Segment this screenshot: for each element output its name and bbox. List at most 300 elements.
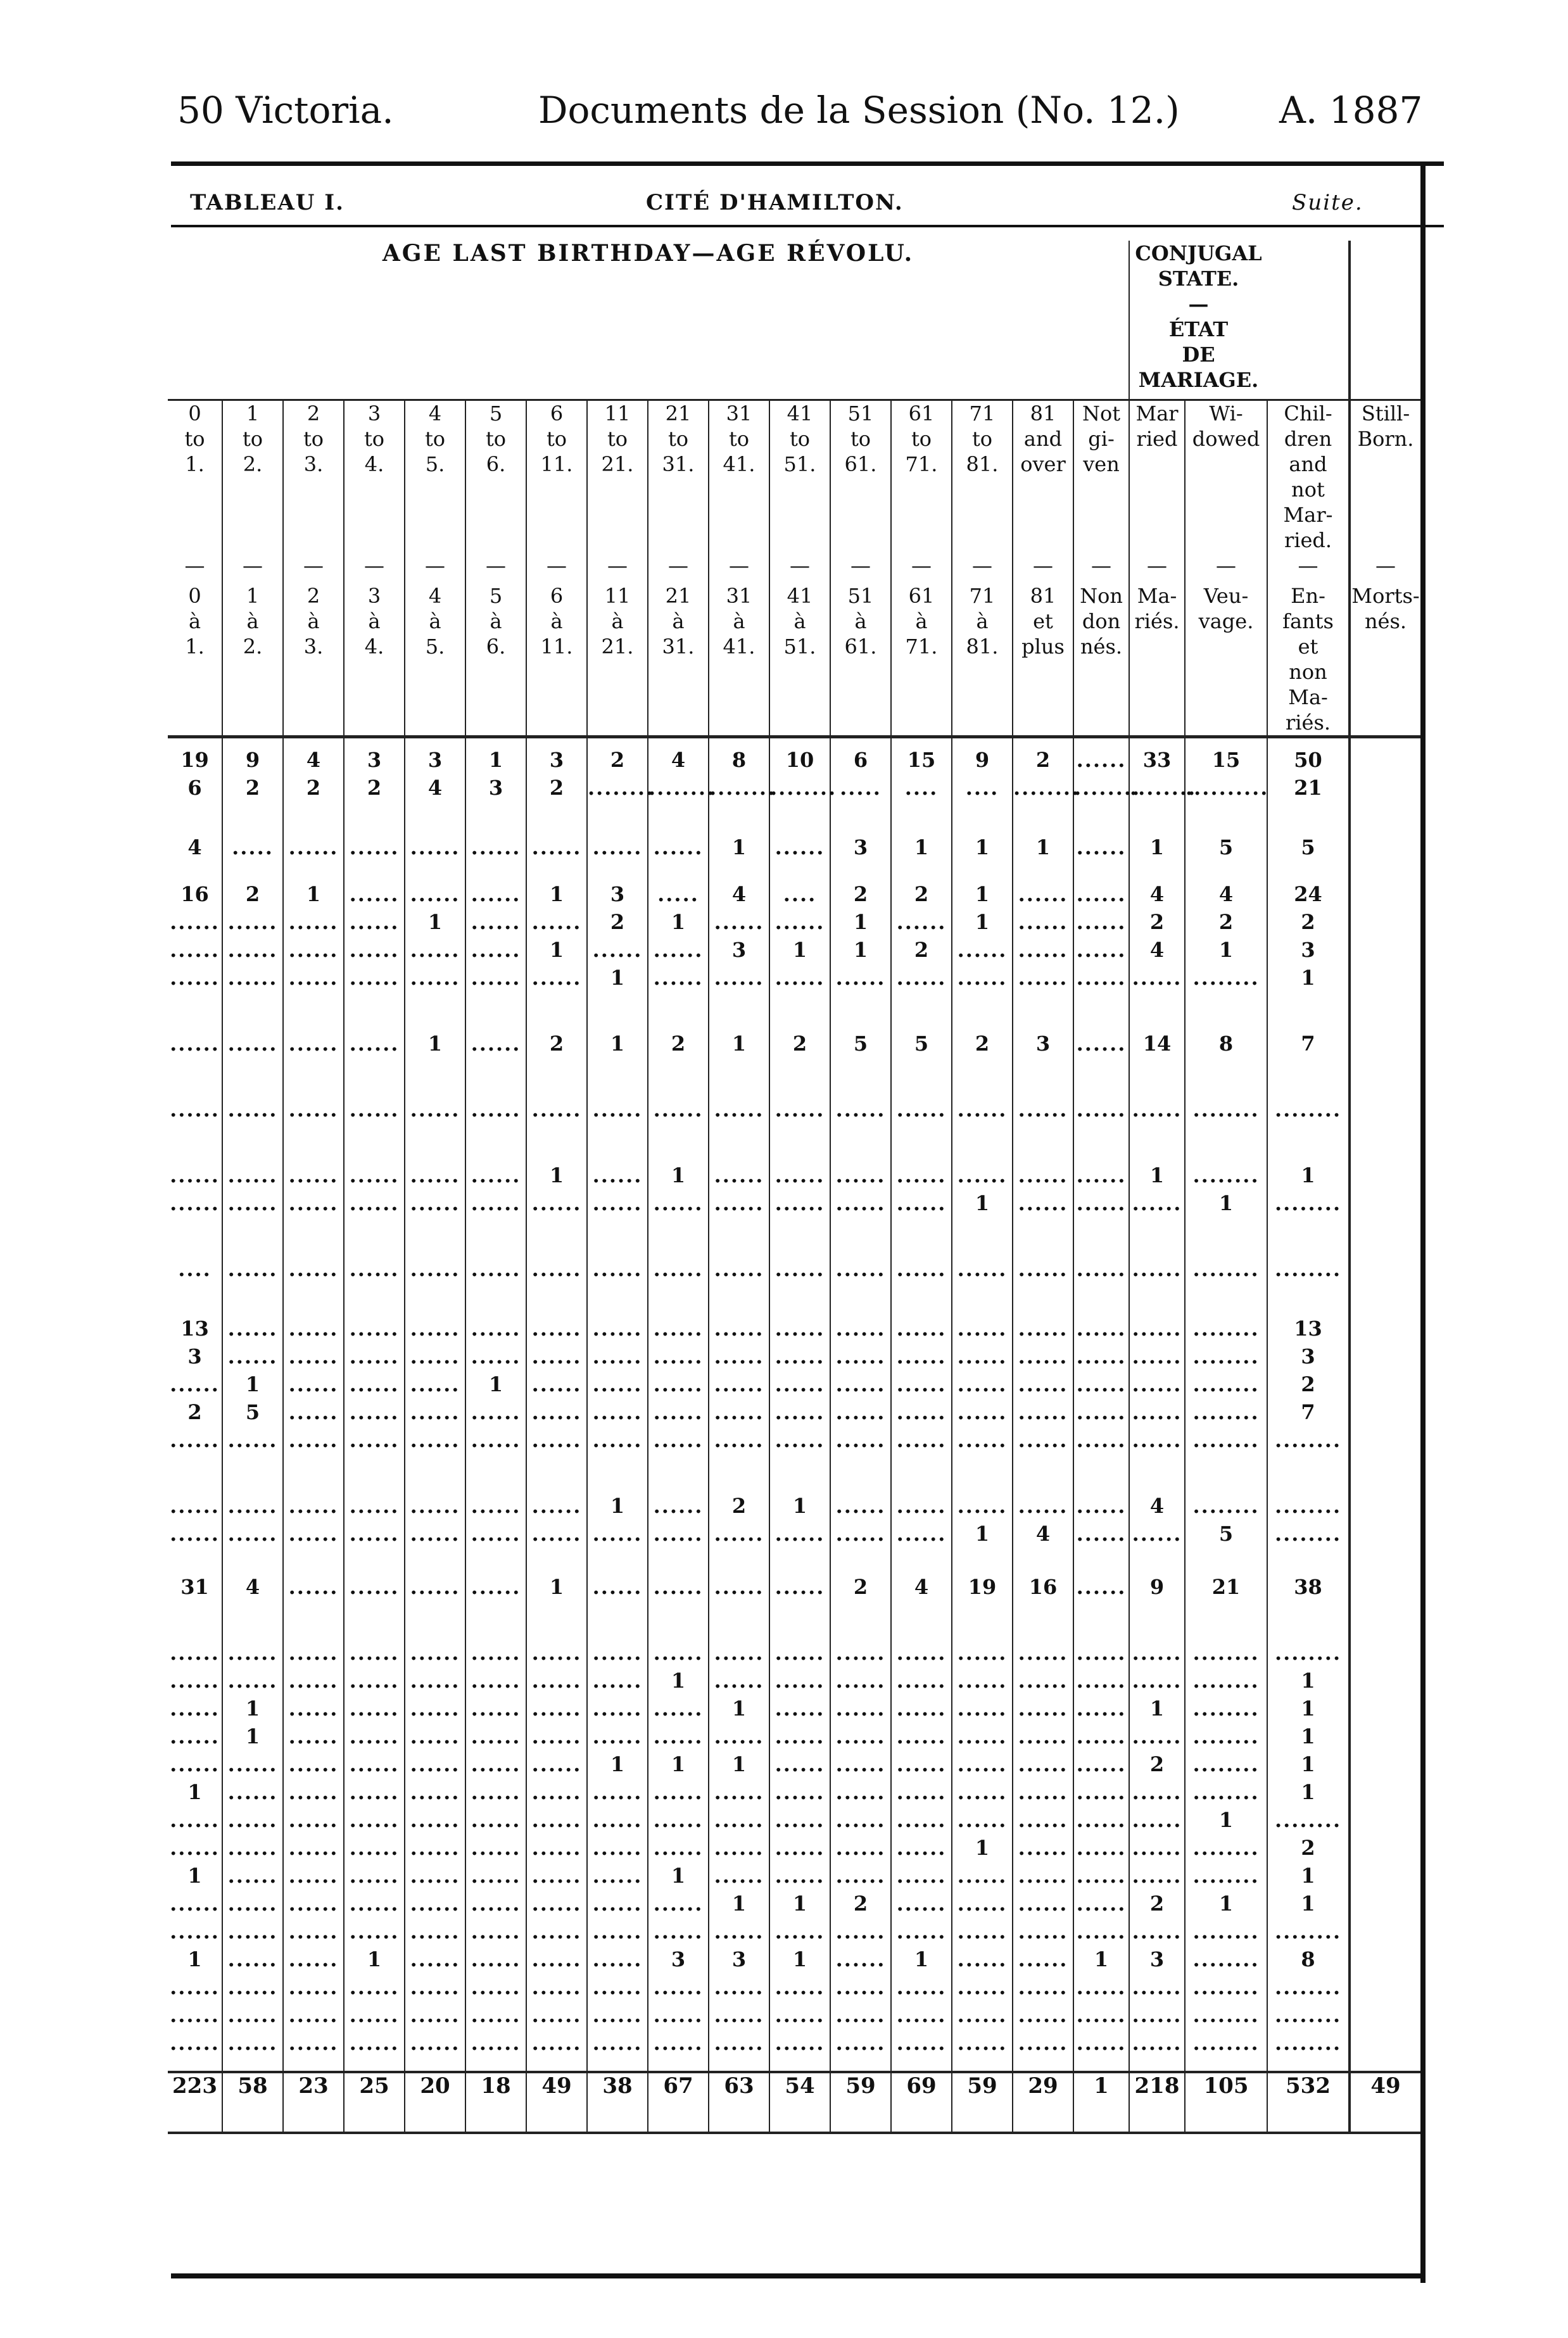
table-cell: ...... [952, 1696, 1013, 1724]
spacer-cell [1267, 1455, 1350, 1493]
table-cell: ...... [709, 1400, 769, 1427]
table-cell: ...... [405, 1574, 465, 1602]
table-cell: 50 [1267, 747, 1350, 775]
table-cell: ...... [648, 2030, 709, 2058]
spacer-cell [526, 1549, 587, 1574]
spacer-cell [283, 993, 344, 1031]
total-cell: 59 [952, 2072, 1013, 2133]
spacer-cell [1350, 1059, 1420, 1097]
title-blank-stillborn [1350, 241, 1420, 400]
table-cell: 4 [709, 881, 769, 909]
table-cell: ...... [526, 1668, 587, 1696]
running-header-left: 50 Victoria. [177, 89, 394, 132]
spacer-cell [465, 1602, 526, 1640]
table-cell: ...... [405, 1863, 465, 1891]
table-cell: ........ [1267, 2002, 1350, 2030]
table-cell: ...... [405, 1668, 465, 1696]
table-cell: 9 [222, 747, 283, 775]
table-cell: ...... [283, 1919, 344, 1947]
table-cell: ...... [1013, 1256, 1073, 1284]
table-cell: 2 [1129, 1891, 1185, 1919]
spacer-cell [465, 1218, 526, 1256]
spacer-cell [168, 993, 222, 1031]
total-cell: 18 [465, 2072, 526, 2133]
table-cell: ...... [170, 910, 220, 934]
table-cell: ...... [526, 1807, 587, 1835]
table-cell: ...... [1073, 1724, 1129, 1752]
spacer-cell [648, 863, 709, 881]
table-cell: 1 [222, 1696, 283, 1724]
spacer-cell [1185, 2058, 1267, 2072]
table-cell: 3 [709, 1947, 769, 1975]
spacer-cell [526, 993, 587, 1031]
spacer-cell [1267, 1218, 1350, 1256]
table-cell: ...... [465, 1835, 526, 1863]
table-cell: 2 [222, 881, 283, 909]
table-cell [1350, 1316, 1420, 1344]
table-cell: 5 [1267, 835, 1350, 863]
table-cell: 1 [952, 835, 1013, 863]
table-cell: ...... [222, 1863, 283, 1891]
spacer-cell [587, 1284, 648, 1316]
table-cell: ...... [709, 1316, 769, 1344]
column-header-en: 81 and over [1013, 400, 1073, 553]
table-cell: 1 [1267, 1863, 1350, 1891]
column-header-fr: 31 à 41. [709, 583, 769, 737]
table-cell [1350, 775, 1420, 803]
spacer-cell [526, 737, 587, 748]
spacer-cell [465, 863, 526, 881]
table-cell: ...... [465, 1316, 526, 1344]
table-cell: ...... [1129, 1863, 1185, 1891]
spacer-cell [1129, 993, 1185, 1031]
table-cell: ...... [1073, 937, 1129, 965]
table-cell: 2 [283, 775, 344, 803]
table-cell: ...... [952, 1891, 1013, 1919]
table-cell: ...... [283, 1191, 344, 1218]
table-cell: ...... [891, 1191, 952, 1218]
table-cell: ...... [952, 1163, 1013, 1191]
table-row [168, 1372, 1420, 1400]
table-cell: 33 [1129, 747, 1185, 775]
table-row [168, 881, 1420, 909]
table-cell: ...... [283, 2002, 344, 2030]
table-cell: ...... [830, 1696, 891, 1724]
table-cell [1350, 1574, 1420, 1602]
total-cell: 54 [769, 2072, 830, 2133]
spacer-cell [1185, 1125, 1267, 1163]
table-cell [1350, 1752, 1420, 1779]
top-rule [171, 161, 1444, 166]
table-cell: 8 [1185, 1031, 1267, 1059]
spacer-cell [891, 1218, 952, 1256]
table-cell: ........ [1185, 1163, 1267, 1191]
table-cell: ...... [709, 1372, 769, 1400]
table-cell: ...... [526, 2030, 587, 2058]
table-cell: ...... [465, 1163, 526, 1191]
spacer-cell [168, 2058, 222, 2072]
table-cell: ...... [587, 1807, 648, 1835]
table-cell: ...... [526, 1521, 587, 1549]
table-cell: ...... [709, 909, 769, 937]
column-header-row-en [168, 400, 1420, 553]
table-cell: ........ [1267, 1427, 1350, 1455]
table-cell: ...... [769, 1863, 830, 1891]
spacer-cell [891, 993, 952, 1031]
spacer-cell [1013, 1455, 1073, 1493]
table-cell: ...... [891, 1493, 952, 1521]
table-cell: ...... [891, 1835, 952, 1863]
table-cell: ...... [952, 1863, 1013, 1891]
table-cell: 1 [769, 1493, 830, 1521]
spacer-cell [405, 737, 465, 748]
table-cell: ...... [405, 1521, 465, 1549]
spacer-cell [1185, 803, 1267, 835]
table-cell: ...... [1073, 1097, 1129, 1125]
spacer-cell [769, 803, 830, 835]
table-cell: ...... [952, 2030, 1013, 2058]
table-cell: 2 [526, 1031, 587, 1059]
table-cell: ...... [830, 1191, 891, 1218]
spacer-cell [283, 1549, 344, 1574]
table-cell: ...... [1073, 1191, 1129, 1218]
table-cell: ...... [344, 1975, 405, 2002]
table-cell: ...... [648, 1891, 709, 1919]
table-cell: ...... [952, 1919, 1013, 1947]
spacer-cell [405, 993, 465, 1031]
table-cell: ...... [222, 1191, 283, 1218]
table-cell: ...... [222, 1344, 283, 1372]
table-cell: ...... [283, 1163, 344, 1191]
spacer-cell [709, 1059, 769, 1097]
spacer-cell [709, 993, 769, 1031]
table-cell: ...... [344, 1191, 405, 1218]
spacer-cell [222, 1549, 283, 1574]
table-cell: 1 [1267, 965, 1350, 993]
table-cell: ...... [344, 1256, 405, 1284]
table-cell: ...... [830, 1668, 891, 1696]
table-cell: 4 [1129, 1493, 1185, 1521]
table-cell: ...... [769, 1521, 830, 1549]
table-cell: ...... [952, 1752, 1013, 1779]
table-cell: ...... [222, 965, 283, 993]
spacer-cell [1073, 1059, 1129, 1097]
spacer-cell [709, 2058, 769, 2072]
dash-separator: — [648, 553, 709, 583]
table-cell: 1 [1185, 1807, 1267, 1835]
table-cell: ...... [709, 1724, 769, 1752]
spacer-cell [344, 1284, 405, 1316]
table-cell: 2 [1267, 1372, 1350, 1400]
spacer-cell [526, 863, 587, 881]
table-cell [1350, 965, 1420, 993]
table-cell: 1 [587, 1752, 648, 1779]
table-cell [1350, 937, 1420, 965]
table-cell: ...... [283, 1400, 344, 1427]
table-cell: ...... [648, 1779, 709, 1807]
table-cell: ...... [648, 1640, 709, 1668]
spacer-cell [1350, 1125, 1420, 1163]
table-cell: 4 [648, 747, 709, 775]
table-cell: ........ [1185, 965, 1267, 993]
spacer-cell [952, 737, 1013, 748]
table-cell: ...... [405, 1097, 465, 1125]
table-cell: ...... [170, 1892, 220, 1916]
table-cell: ...... [891, 1863, 952, 1891]
spacer-cell [465, 1284, 526, 1316]
table-cell: ...... [283, 1256, 344, 1284]
table-cell: ........ [1185, 1668, 1267, 1696]
column-header-en: 0 to 1. [168, 400, 222, 553]
table-cell: ...... [283, 1891, 344, 1919]
spacer-cell [891, 737, 952, 748]
table-label: TABLEAU I. [190, 190, 345, 215]
table-cell: ...... [283, 1427, 344, 1455]
table-cell: 2 [344, 775, 405, 803]
table-cell: .... [769, 881, 830, 909]
table-cell: ...... [1073, 1807, 1129, 1835]
column-header-en: 4 to 5. [405, 400, 465, 553]
table-cell: ...... [344, 1863, 405, 1891]
table-cell: ...... [344, 909, 405, 937]
table-cell: 10 [769, 747, 830, 775]
spacer-cell [587, 1125, 648, 1163]
table-cell: ...... [891, 1097, 952, 1125]
table-cell: 1 [952, 909, 1013, 937]
spacer-cell [648, 1059, 709, 1097]
table-cell: 1 [891, 1947, 952, 1975]
table-cell: ...... [648, 1807, 709, 1835]
table-cell: 2 [769, 1031, 830, 1059]
table-cell: ...... [769, 1427, 830, 1455]
table-cell: 4 [222, 1574, 283, 1602]
table-cell: ...... [1013, 1752, 1073, 1779]
spacer-cell [830, 1549, 891, 1574]
table-cell: ...... [891, 1752, 952, 1779]
table-cell: ...... [405, 1891, 465, 1919]
table-cell [1350, 1031, 1420, 1059]
table-cell: ...... [952, 1807, 1013, 1835]
spacer-cell [952, 993, 1013, 1031]
table-cell: ...... [891, 909, 952, 937]
spacer-cell [891, 1059, 952, 1097]
table-cell: ...... [1129, 1807, 1185, 1835]
spacer-cell [405, 1218, 465, 1256]
table-cell: 8 [709, 747, 769, 775]
spacer-cell [709, 1549, 769, 1574]
table-cell: ...... [1013, 1947, 1073, 1975]
table-cell: ...... [170, 1641, 220, 1665]
table-cell: ...... [283, 1493, 344, 1521]
spacer-cell [1129, 1059, 1185, 1097]
table-cell: ...... [222, 937, 283, 965]
table-cell: ...... [465, 1097, 526, 1125]
running-header-center: Documents de la Session (No. 12.) [538, 89, 1180, 132]
table-cell: ...... [283, 965, 344, 993]
table-cell: ...... [830, 1097, 891, 1125]
table-cell: ...... [344, 1574, 405, 1602]
table-cell: ........ [1073, 775, 1129, 803]
table-cell [1350, 2002, 1420, 2030]
dash-separator: — [222, 553, 283, 583]
table-cell: 1 [1267, 1779, 1350, 1807]
spacer-cell [952, 863, 1013, 881]
table-cell: ...... [344, 1427, 405, 1455]
table-cell [1350, 1427, 1420, 1455]
spacer-cell [1073, 993, 1129, 1031]
table-cell: ...... [283, 2030, 344, 2058]
table-cell: ...... [526, 1372, 587, 1400]
table-cell: 1 [283, 881, 344, 909]
table-cell: ...... [769, 1752, 830, 1779]
spacer-cell [648, 1549, 709, 1574]
table-cell: ...... [1073, 1752, 1129, 1779]
table-cell: 1 [187, 1780, 202, 1804]
table-cell: ...... [1013, 1400, 1073, 1427]
spacer-cell [952, 1218, 1013, 1256]
table-cell: ...... [344, 1521, 405, 1549]
age-title: AGE LAST BIRTHDAY—AGE RÉVOLU. [382, 240, 914, 267]
table-cell: ...... [526, 1640, 587, 1668]
spacer-cell [769, 737, 830, 748]
table-cell: ...... [1013, 1891, 1073, 1919]
table-row [168, 1427, 1420, 1455]
table-cell: ...... [222, 1919, 283, 1947]
spacer-cell [168, 1602, 222, 1640]
table-cell: 2 [1013, 747, 1073, 775]
table-cell: 3 [587, 881, 648, 909]
table-cell: ...... [830, 1163, 891, 1191]
table-cell: ...... [891, 1640, 952, 1668]
table-cell [1350, 1097, 1420, 1125]
table-cell: ...... [465, 881, 526, 909]
spacer-cell [465, 1455, 526, 1493]
table-cell: 1 [187, 1864, 202, 1888]
table-cell [1350, 1191, 1420, 1218]
spacer-cell [648, 1284, 709, 1316]
dash-separator: — [830, 553, 891, 583]
table-cell: ...... [1013, 909, 1073, 937]
dash-separator: — [769, 553, 830, 583]
spacer-cell [168, 863, 222, 881]
spacer-cell [587, 803, 648, 835]
dash-separator: — [1185, 553, 1267, 583]
table-cell: ...... [344, 2030, 405, 2058]
table-cell: ...... [769, 835, 830, 863]
table-cell: ...... [769, 965, 830, 993]
spacer-cell [465, 993, 526, 1031]
table-cell: ...... [344, 881, 405, 909]
table-cell: ...... [1073, 1493, 1129, 1521]
table-cell: 1 [526, 1574, 587, 1602]
spacer-cell [1185, 1455, 1267, 1493]
table-cell: ...... [465, 1668, 526, 1696]
table-cell: ...... [769, 1316, 830, 1344]
table-cell: ...... [830, 1372, 891, 1400]
table-row [168, 1975, 1420, 2002]
table-cell: ...... [465, 1256, 526, 1284]
table-cell: ...... [1013, 1427, 1073, 1455]
table-cell: ...... [526, 1316, 587, 1344]
table-cell: ...... [526, 909, 587, 937]
table-cell: ...... [648, 1919, 709, 1947]
spacer-cell [465, 1059, 526, 1097]
table-cell: ...... [1013, 937, 1073, 965]
column-header-fr: 21 à 31. [648, 583, 709, 737]
spacer-cell [283, 1125, 344, 1163]
table-cell: ...... [405, 1919, 465, 1947]
block-spacer-row [168, 993, 1420, 1031]
spacer-cell [222, 2058, 283, 2072]
table-cell: ...... [465, 1640, 526, 1668]
table-cell: 3 [648, 1947, 709, 1975]
spacer-cell [830, 737, 891, 748]
table-cell: ...... [405, 1752, 465, 1779]
table-cell: ...... [648, 1724, 709, 1752]
table-cell: ...... [769, 1400, 830, 1427]
table-cell: ...... [648, 1316, 709, 1344]
table-cell: 4 [283, 747, 344, 775]
spacer-cell [648, 1455, 709, 1493]
spacer-cell [344, 1602, 405, 1640]
total-cell: 49 [1350, 2072, 1420, 2133]
table-row [168, 1779, 1420, 1807]
block-spacer-row [168, 1284, 1420, 1316]
table-cell: ...... [769, 1256, 830, 1284]
table-cell [1350, 1372, 1420, 1400]
table-cell: ...... [465, 1031, 526, 1059]
spacer-cell [587, 1455, 648, 1493]
table-cell: ...... [405, 1640, 465, 1668]
table-cell [1350, 1668, 1420, 1696]
total-cell: 63 [709, 2072, 769, 2133]
table-cell: ...... [405, 881, 465, 909]
table-cell: ...... [526, 1947, 587, 1975]
table-cell: 1 [344, 1947, 405, 1975]
table-cell: 2 [187, 1400, 202, 1424]
table-cell: ........ [1185, 1975, 1267, 2002]
table-cell: ...... [405, 2030, 465, 2058]
spacer-cell [283, 737, 344, 748]
table-cell: ...... [465, 1947, 526, 1975]
spacer-cell [709, 737, 769, 748]
table-cell: ...... [526, 1891, 587, 1919]
table-row [168, 1191, 1420, 1218]
table-cell: 1 [222, 1724, 283, 1752]
column-header-fr: Morts- nés. [1350, 583, 1420, 737]
table-cell: ...... [344, 835, 405, 863]
table-cell: ...... [1073, 909, 1129, 937]
table-cell: ...... [222, 1668, 283, 1696]
spacer-cell [769, 2058, 830, 2072]
table-cell: ...... [344, 1835, 405, 1863]
table-cell: ...... [222, 1752, 283, 1779]
table-row [168, 1724, 1420, 1752]
table-cell: ...... [891, 1521, 952, 1549]
table-cell: ........ [1185, 1427, 1267, 1455]
table-cell: 2 [1185, 909, 1267, 937]
table-cell: ...... [465, 1521, 526, 1549]
spacer-cell [405, 1059, 465, 1097]
table-cell: ...... [1013, 1191, 1073, 1218]
table-cell: ...... [952, 1640, 1013, 1668]
spacer-cell [168, 1125, 222, 1163]
table-cell: ...... [465, 1975, 526, 2002]
spacer-cell [648, 993, 709, 1031]
table-cell: 1 [587, 1031, 648, 1059]
column-header-en: 5 to 6. [465, 400, 526, 553]
table-cell: ...... [222, 1835, 283, 1863]
